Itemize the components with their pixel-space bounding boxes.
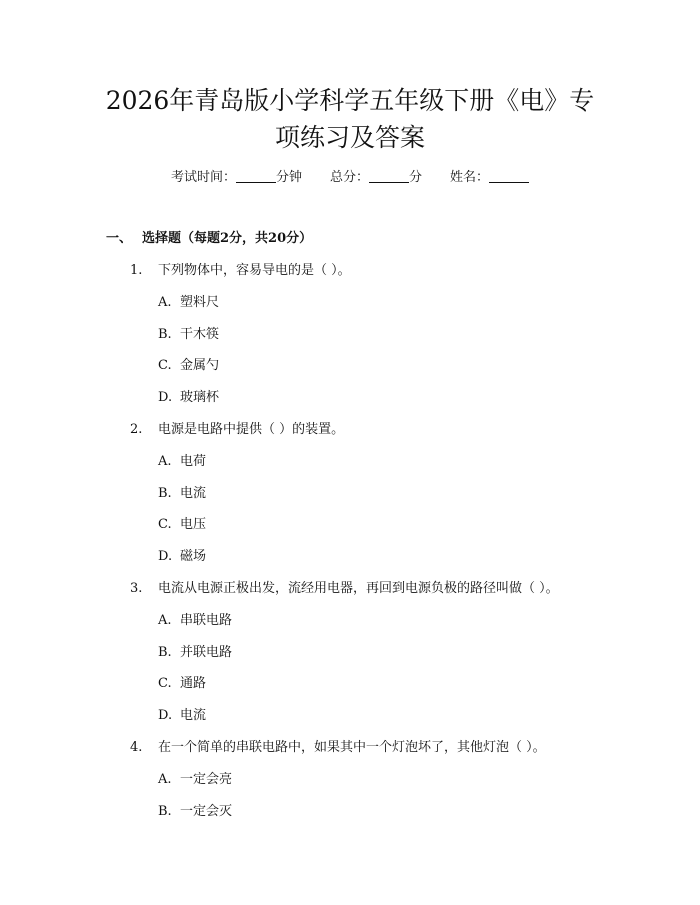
question-text: 下列物体中，容易导电的是（ ）。 <box>158 263 351 278</box>
exam-time-unit: 分钟 <box>275 170 302 185</box>
question-1 <box>130 261 351 281</box>
question-number: 2. <box>130 422 143 437</box>
option-text: 并联电路 <box>180 645 233 660</box>
question-3-option-a <box>158 611 232 631</box>
question-2-option-a <box>158 452 206 472</box>
student-name-field <box>450 168 529 188</box>
option-letter: B. <box>158 327 172 342</box>
question-3 <box>130 579 559 599</box>
option-letter: D. <box>158 390 173 405</box>
option-letter: D. <box>158 549 173 564</box>
option-text: 塑料尺 <box>180 295 220 310</box>
question-3-option-d <box>158 706 206 726</box>
exam-info-row <box>0 168 700 188</box>
option-letter: B. <box>158 804 172 819</box>
question-2-option-b <box>158 484 206 504</box>
question-4-option-b <box>158 802 232 822</box>
total-score-unit: 分 <box>409 170 423 185</box>
question-2 <box>130 420 344 440</box>
question-2-option-d <box>158 547 206 567</box>
question-number: 4. <box>130 740 143 755</box>
question-text: 在一个简单的串联电路中，如果其中一个灯泡坏了，其他灯泡（ ）。 <box>158 740 546 755</box>
option-letter: B. <box>158 486 172 501</box>
document-title-line-1: 2026年青岛版小学科学五年级下册《电》专 <box>105 86 595 115</box>
option-letter: B. <box>158 645 172 660</box>
total-score-blank <box>369 168 409 183</box>
option-letter: A. <box>158 613 172 628</box>
option-text: 串联电路 <box>180 613 233 628</box>
option-letter: C. <box>158 676 172 691</box>
option-text: 电荷 <box>180 454 207 469</box>
option-letter: A. <box>158 454 172 469</box>
option-text: 通路 <box>180 676 207 691</box>
option-letter: D. <box>158 708 173 723</box>
question-3-option-c <box>158 674 206 694</box>
option-letter: C. <box>158 358 172 373</box>
question-1-option-d <box>158 388 219 408</box>
student-name-label: 姓名： <box>450 170 490 185</box>
student-name-blank <box>489 168 529 183</box>
question-2-option-c <box>158 515 206 535</box>
section-number: 一、 <box>106 231 133 246</box>
question-text: 电流从电源正极出发，流经用电器，再回到电源负极的路径叫做（ ）。 <box>158 581 559 596</box>
option-letter: C. <box>158 517 172 532</box>
document-title-line-2: 项练习及答案 <box>274 123 425 152</box>
option-text: 电流 <box>180 708 207 723</box>
question-number: 3. <box>130 581 143 596</box>
option-text: 一定会亮 <box>180 772 233 787</box>
option-text: 电压 <box>180 517 207 532</box>
question-3-option-b <box>158 643 232 663</box>
total-score-field <box>330 168 422 188</box>
question-4 <box>130 738 546 758</box>
total-score-label: 总分： <box>329 170 369 185</box>
exam-time-field <box>171 168 302 188</box>
question-number: 1. <box>130 263 143 278</box>
question-4-option-a <box>158 770 232 790</box>
option-text: 干木筷 <box>180 327 220 342</box>
section-title: 选择题（每题2分，共20分） <box>142 231 313 246</box>
question-1-option-b <box>158 325 219 345</box>
section-heading <box>106 229 312 249</box>
question-1-option-a <box>158 293 219 313</box>
option-text: 玻璃杯 <box>180 390 220 405</box>
option-text: 一定会灭 <box>180 804 233 819</box>
question-1-option-c <box>158 356 219 376</box>
exam-time-label: 考试时间： <box>170 170 236 185</box>
option-text: 磁场 <box>180 549 207 564</box>
question-text: 电源是电路中提供（ ）的装置。 <box>158 422 345 437</box>
exam-time-blank <box>236 168 276 183</box>
option-text: 金属勺 <box>180 358 220 373</box>
option-letter: A. <box>158 295 172 310</box>
option-letter: A. <box>158 772 172 787</box>
option-text: 电流 <box>180 486 207 501</box>
